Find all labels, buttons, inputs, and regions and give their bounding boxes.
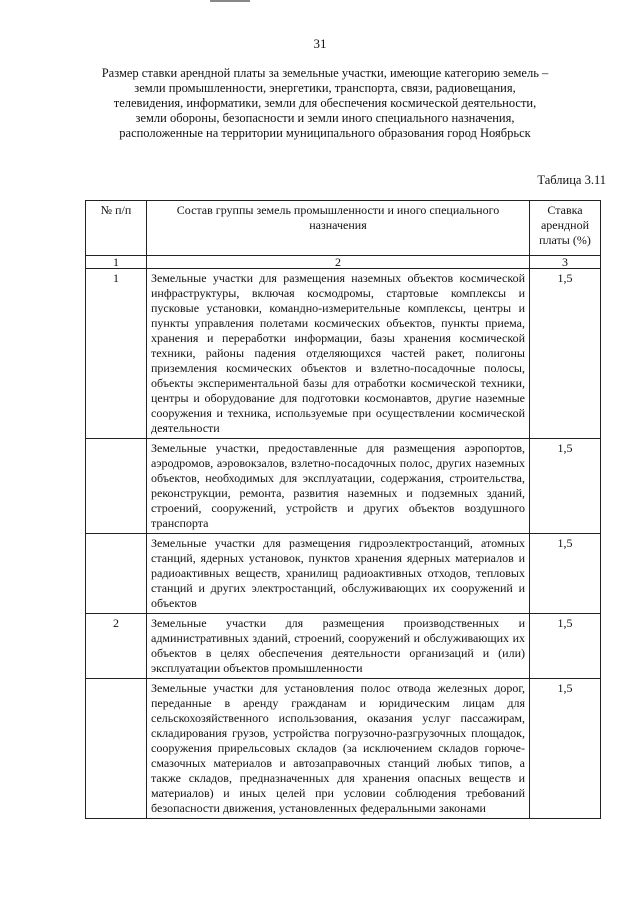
header-rate: Ставка арендной платы (%) [530, 201, 601, 256]
document-title: Размер ставки арендной платы за земельные участки, имеющие категорию земель – земли промышленности, энергетики, транспорта, связи, радиовещания, телевидения, информатики, земли для обеспечения космической деятельности, земли обороны, безопасности и земли иного специального назначения, расположенные на территории муниципального образования город Ноябрьск [101, 66, 549, 140]
row-number: 1 [86, 269, 147, 439]
row-description: Земельные участки для установления полос отвода железных дорог, переданные в аренду гражданам и юридическим лицам для сельскохозяйственного использования, оказания услуг пассажирам, складирования грузов, устройства погрузочно-разгрузочных площадок, сооружения прирельсовых складов (за исключением складов горюче-смазочных материалов и автозаправочных станций любых типов, а также складов, предназначенных для хранения опасных веществ и материалов) и иных целей при условии соблюдения требований безопасности движения, установленных федеральными законами [147, 679, 530, 819]
row-rate: 1,5 [530, 439, 601, 534]
column-number: 1 [86, 256, 147, 269]
row-description: Земельные участки для размещения производственных и административных зданий, строений, сооружений и обслуживающих их объектов в целях обеспечения деятельности организаций и (или) эксплуатации объектов промышленности [147, 614, 530, 679]
scan-edge-mark [210, 0, 250, 2]
table-row [86, 534, 601, 614]
rates-table [85, 200, 601, 819]
header-number: № п/п [86, 201, 147, 256]
column-number-row [86, 256, 601, 269]
table-row [86, 614, 601, 679]
table-row [86, 269, 601, 439]
table-row [86, 439, 601, 534]
row-rate: 1,5 [530, 269, 601, 439]
row-rate: 1,5 [530, 534, 601, 614]
row-number: 2 [86, 614, 147, 679]
page-number: 31 [313, 36, 327, 51]
table-row [86, 679, 601, 819]
row-number [86, 679, 147, 819]
row-rate: 1,5 [530, 679, 601, 819]
row-description: Земельные участки, предоставленные для размещения аэропортов, аэродромов, аэровокзалов, взлетно-посадочных полос, других наземных объектов, необходимых для эксплуатации, содержания, строительства, реконструкции, ремонта, развития наземных и подземных зданий, строений, сооружений, устройств и других объектов воздушного транспорта [147, 439, 530, 534]
table-label: Таблица 3.11 [537, 173, 606, 187]
row-description: Земельные участки для размещения наземных объектов космической инфраструктуры, включая космодромы, стартовые комплексы и пусковые установки, командно-измерительные комплексы, центры и пункты управления полетами космических объектов, пункты приема, хранения и переработки информации, базы хранения космической техники, районы падения отделяющихся частей ракет, полигоны приземления космических объектов и взлетно-посадочные полосы, объекты экспериментальной базы для отработки космической техники, центры и оборудование для подготовки космонавтов, другие наземные сооружения и техника, используемые при осуществлении космической деятельности [147, 269, 530, 439]
column-number: 2 [147, 256, 530, 269]
row-number [86, 439, 147, 534]
row-rate: 1,5 [530, 614, 601, 679]
row-number [86, 534, 147, 614]
column-number: 3 [530, 256, 601, 269]
header-group: Состав группы земель промышленности и иного специального назначения [147, 201, 530, 256]
table-header-row [86, 201, 601, 256]
row-description: Земельные участки для размещения гидроэлектростанций, атомных станций, ядерных установок, пунктов хранения ядерных материалов и радиоактивных веществ, хранилищ радиоактивных отходов, тепловых станций и других электростанций, обслуживающих их сооружений и объектов [147, 534, 530, 614]
